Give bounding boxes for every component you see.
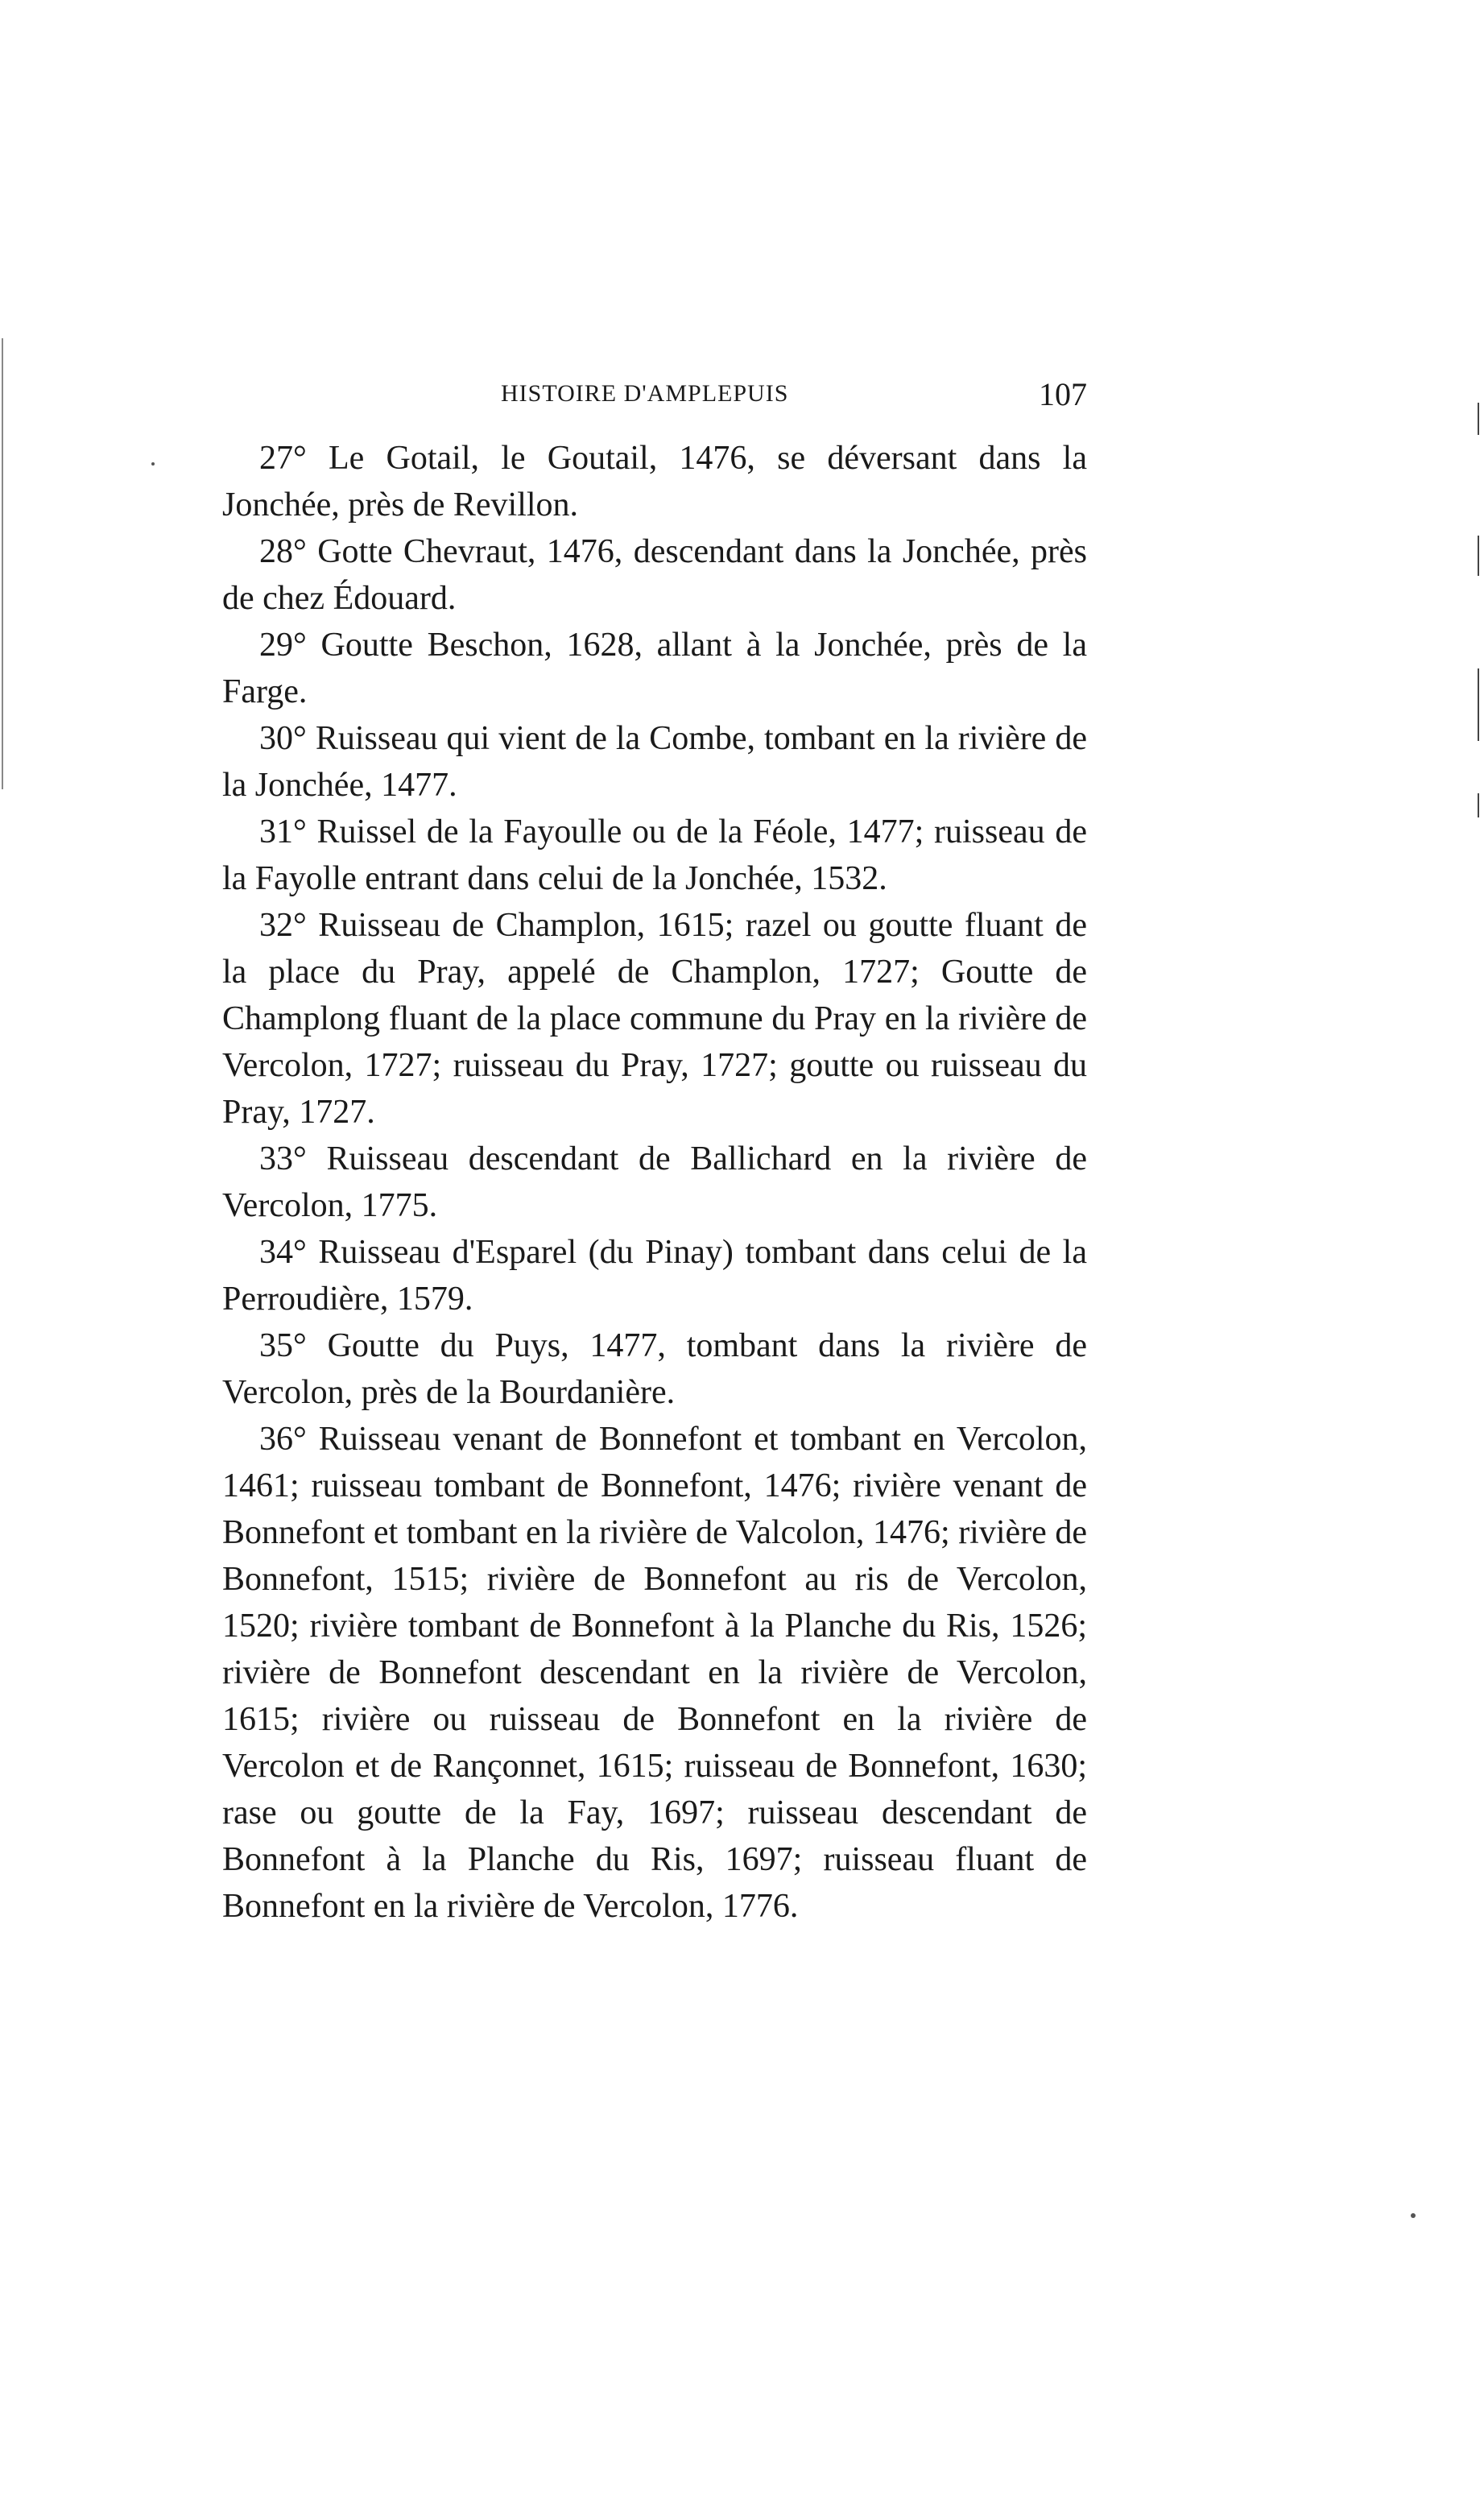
- list-item: 29° Goutte Beschon, 1628, allant à la Jonchée, près de la Farge.: [222, 627, 1087, 710]
- list-item: 33° Ruisseau descendant de Ballichard en la rivière de Vercolon, 1775.: [222, 1140, 1087, 1224]
- scan-edge-mark: [1478, 793, 1479, 817]
- scan-edge-mark: [1478, 536, 1479, 576]
- running-title: HISTOIRE D'AMPLEPUIS: [501, 380, 789, 407]
- scan-edge-mark: [1478, 668, 1479, 741]
- list-item: 30° Ruisseau qui vient de la Combe, tombant en la rivière de la Jonchée, 1477.: [222, 720, 1087, 804]
- scan-edge-mark: [1478, 403, 1479, 435]
- scan-speck: [1411, 2213, 1416, 2218]
- list-item: 32° Ruisseau de Champlon, 1615; razel ou goutte fluant de la place du Pray, appelé de Champlon, 1727; Goutte de Champlong fluant de la place commune du Pray en la rivière de Vercolon, 1727; ruisseau du Pray, 1727; goutte ou ruisseau du Pray, 1727.: [222, 907, 1087, 1131]
- list-item: 34° Ruisseau d'Esparel (du Pinay) tombant dans celui de la Perroudière, 1579.: [222, 1234, 1087, 1318]
- page-header: [222, 375, 1087, 424]
- list-item: 27° Le Gotail, le Goutail, 1476, se déversant dans la Jonchée, près de Revillon.: [222, 440, 1087, 523]
- page-number: 107: [1039, 376, 1087, 412]
- list-item: 28° Gotte Chevraut, 1476, descendant dans la Jonchée, près de chez Édouard.: [222, 533, 1087, 617]
- list-item: 31° Ruissel de la Fayoulle ou de la Féole, 1477; ruisseau de la Fayolle entrant dans celui de la Jonchée, 1532.: [222, 813, 1087, 897]
- body-text: [222, 435, 1087, 1930]
- scan-speck: [151, 462, 155, 466]
- scan-edge-mark: [2, 338, 3, 789]
- list-item: 36° Ruisseau venant de Bonnefont et tombant en Vercolon, 1461; ruisseau tombant de Bonnefont, 1476; rivière venant de Bonnefont et tombant en la rivière de Valcolon, 1476; rivière de Bonnefont, 1515; rivière de Bonnefont au ris de Vercolon, 1520; rivière tombant de Bonnefont à la Planche du Ris, 1526; rivière de Bonnefont descendant en la rivière de Vercolon, 1615; rivière ou ruisseau de Bonnefont en la rivière de Vercolon et de Rançonnet, 1615; ruisseau de Bonnefont, 1630; rase ou goutte de la Fay, 1697; ruisseau descendant de Bonnefont à la Planche du Ris, 1697; ruisseau fluant de Bonnefont en la rivière de Vercolon, 1776.: [222, 1421, 1087, 1925]
- list-item: 35° Goutte du Puys, 1477, tombant dans la rivière de Vercolon, près de la Bourdanière.: [222, 1327, 1087, 1411]
